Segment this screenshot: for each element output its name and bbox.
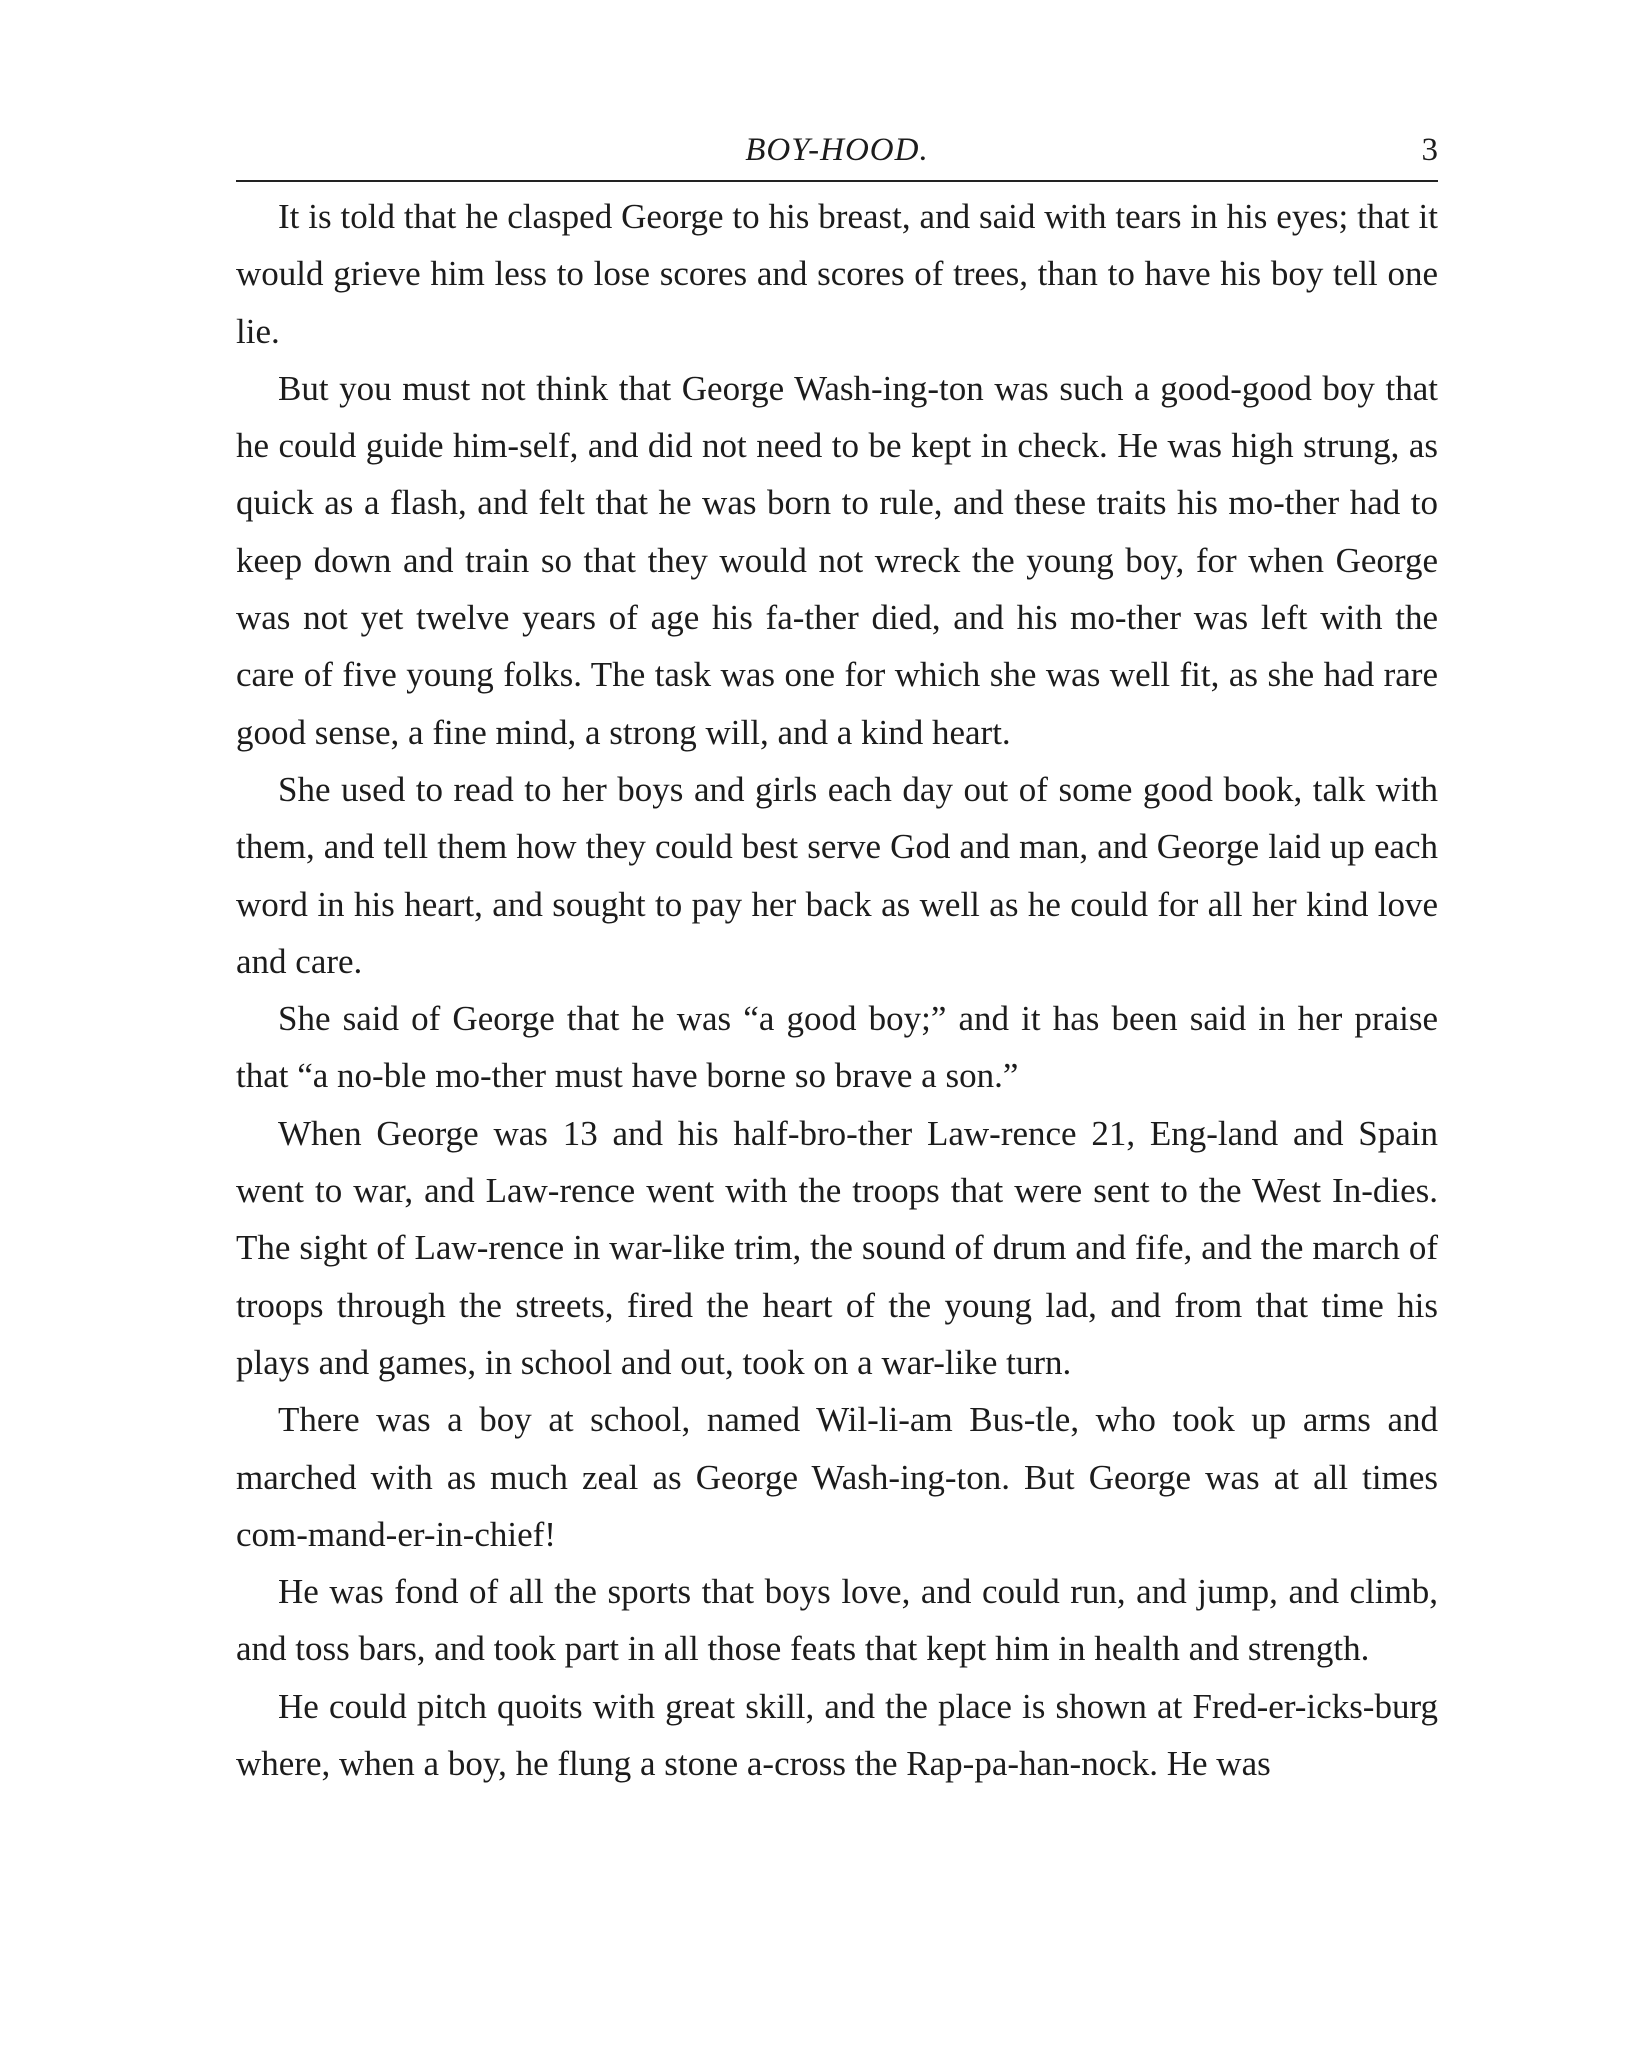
paragraph: When George was 13 and his half-bro-ther Law-rence 21, Eng-land and Spain went to war, and Law-rence went with the troops that were sent to the West In-dies. The sight of Law-rence in war-like trim, the sound of drum and fife, and the march of troops through the streets, fired the heart of the young lad, and from that time his plays and games, in school and out, took on a war-like turn.: [236, 1113, 1438, 1382]
paragraph: She used to read to her boys and girls each day out of some good book, talk with them, and tell them how they could best serve God and man, and George laid up each word in his heart, and sought to pay her back as well as he could for all her kind love and care.: [236, 769, 1438, 981]
paragraph: He could pitch quoits with great skill, and the place is shown at Fred-er-icks-burg where, when a boy, he flung a stone a-cross the Rap-pa-han-nock. He was: [236, 1686, 1438, 1784]
paragraph: He was fond of all the sports that boys love, and could run, and jump, and climb, and toss bars, and took part in all those feats that kept him in health and strength.: [236, 1572, 1438, 1669]
paragraph: There was a boy at school, named Wil-li-am Bus-tle, who took up arms and marched with as much zeal as George Wash-ing-ton. But George was at all times com-mand-er-in-chief!: [236, 1400, 1438, 1554]
page-number: 3: [1421, 132, 1438, 168]
running-title: BOY-HOOD.: [745, 132, 929, 168]
running-header: [236, 128, 1438, 182]
paragraph: It is told that he clasped George to his breast, and said with tears in his eyes; that it would grieve him less to lose scores and scores of trees, than to have his boy tell one lie.: [236, 197, 1438, 351]
body-text: [236, 188, 1438, 1792]
paragraph: But you must not think that George Wash-ing-ton was such a good-good boy that he could guide him-self, and did not need to be kept in check. He was high strung, as quick as a flash, and felt that he was born to rule, and these traits his mo-ther had to keep down and train so that they would not wreck the young boy, for when George was not yet twelve years of age his fa-ther died, and his mo-ther was left with the care of five young folks. The task was one for which she was well fit, as she had rare good sense, a fine mind, a strong will, and a kind heart.: [236, 368, 1438, 752]
paragraph: She said of George that he was “a good boy;” and it has been said in her praise that “a no-ble mo-ther must have borne so brave a son.”: [236, 999, 1438, 1096]
book-page: [236, 128, 1438, 1792]
